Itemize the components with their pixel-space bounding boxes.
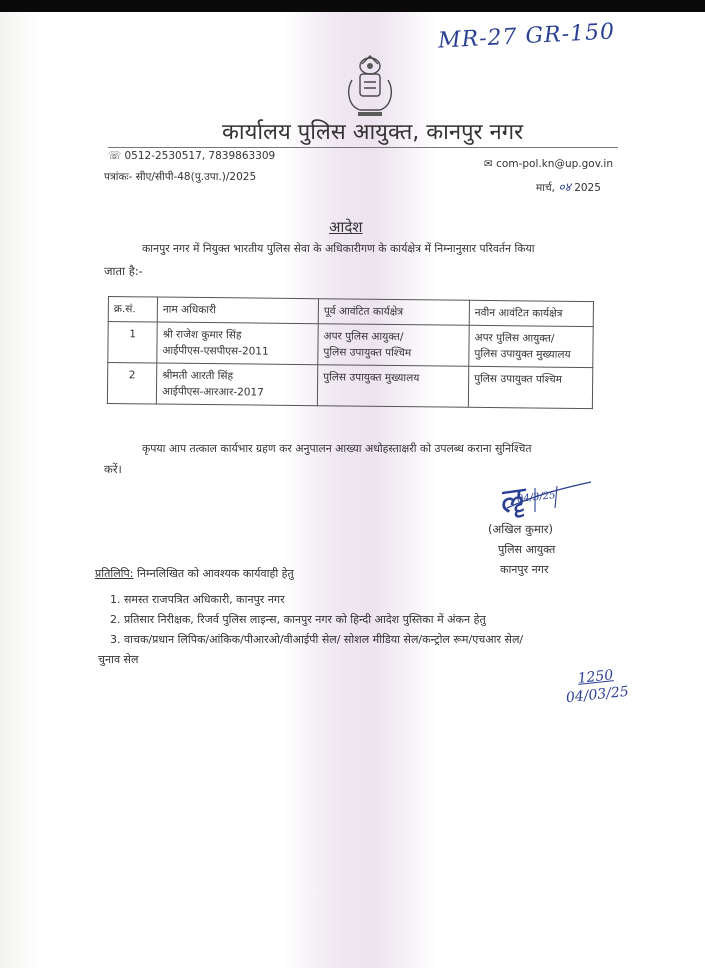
new-area-line-1: पुलिस उपायुक्त पश्चिम (474, 372, 563, 386)
transfer-table (107, 296, 594, 409)
intro-line-1: कानपुर नगर में नियुक्त भारतीय पुलिस सेवा के अधिकारीगण के कार्यक्षेत्र में निम्नानुसार परिवर्तन किया (142, 242, 535, 255)
email-row (484, 158, 613, 170)
list-item (110, 590, 523, 610)
closing-line-2: करें। (104, 462, 122, 476)
letter-number: पत्रांकः- सीए/सीपी-48(पु.उपा.)/2025 (104, 171, 257, 183)
cc-item-number: 2. (110, 613, 121, 626)
handwritten-reference: MR-27 GR-150 (437, 19, 616, 54)
mail-icon: ✉ (484, 158, 493, 170)
row-serial: 2 (107, 363, 156, 405)
cc-list (110, 590, 523, 650)
new-area-line-2: पुलिस उपायुक्त मुख्यालय (474, 347, 571, 361)
letter-date (536, 178, 601, 195)
phone-row (108, 150, 275, 162)
cc-item-number: 3. (110, 633, 121, 646)
officer-service: आईपीएस-एसपीएस-2011 (162, 344, 269, 358)
col-header-previous-area: पूर्व आवंटित कार्यक्षेत्र (318, 299, 469, 326)
header-divider (108, 147, 618, 148)
officer-name: श्रीमती आरती सिंह (162, 369, 234, 383)
previous-area-line-1: अपर पुलिस आयुक्त/ (323, 330, 404, 344)
row-new-area (469, 325, 593, 367)
date-year: 2025 (574, 182, 601, 194)
closing-line-1: कृपया आप तत्काल कार्यभार ग्रहण कर अनुपालन आख्या अधोहस्ताक्षरी को उपलब्ध कराना सुनिश्चित (142, 442, 532, 455)
cc-text: निम्नलिखित को आवश्यक कार्यवाही हेतु (133, 567, 294, 580)
officer-service: आईपीएस-आरआर-2017 (161, 385, 264, 399)
date-month: मार्च, (536, 182, 556, 194)
email-address: com-pol.kn@up.gov.in (496, 158, 614, 170)
phone-numbers: 0512-2530517, 7839863309 (124, 150, 276, 162)
row-new-area (468, 366, 592, 408)
table-row (107, 363, 592, 409)
signature-mark: ॡ (495, 479, 525, 523)
signature-date-handwritten: 04/3/25 (516, 490, 557, 505)
cc-item-text: वाचक/प्रधान लिपिक/आंकिक/पीआरओ/वीआईपी सेल/ सोशल मीडिया सेल/कन्ट्रोल रूम/एचआर सेल/ (124, 633, 524, 646)
cc-item-text: प्रतिसार निरीक्षक, रिजर्व पुलिस लाइन्स, कानपुर नगर को हिन्दी आदेश पुस्तिका में अंकन हेतु (124, 613, 486, 626)
receipt-number-handwritten: 1250 (576, 667, 615, 687)
handwritten-receipt-note (563, 665, 629, 707)
row-officer (156, 363, 317, 406)
phone-icon: ☏ (108, 150, 122, 162)
intro-line-2: जाता है:- (104, 264, 143, 278)
cc-label: प्रतिलिपि: (95, 567, 134, 580)
new-area-line-1: अपर पुलिस आयुक्त/ (474, 331, 555, 345)
cc-item-3-continuation: चुनाव सेल (98, 653, 139, 666)
police-emblem-icon (338, 50, 402, 120)
table-row (108, 322, 593, 368)
cc-item-number: 1. (110, 593, 121, 606)
document-page (0, 12, 705, 968)
previous-area-line-1: पुलिस उपायुक्त मुख्यालय (323, 371, 420, 385)
list-item (110, 610, 523, 630)
row-serial: 1 (108, 322, 157, 364)
col-header-new-area: नवीन आवंटित कार्यक्षेत्र (469, 300, 593, 326)
date-day-handwritten: ०४ (558, 180, 571, 194)
previous-area-line-2: पुलिस उपायुक्त पश्चिम (323, 346, 412, 360)
cc-heading (95, 566, 294, 581)
col-header-serial: क्र.सं. (108, 297, 157, 323)
receipt-date-handwritten: 04/03/25 (565, 683, 630, 707)
list-item (110, 630, 523, 650)
signatory-place: कानपुर नगर (500, 563, 549, 576)
cc-item-text: समस्त राजपत्रित अधिकारी, कानपुर नगर (124, 593, 285, 606)
officer-name: श्री राजेश कुमार सिंह (162, 328, 242, 342)
row-previous-area (318, 324, 469, 367)
row-officer (157, 322, 318, 365)
col-header-officer-name: नाम अधिकारी (157, 297, 318, 324)
row-previous-area (317, 365, 468, 408)
order-title: आदेश (329, 218, 363, 236)
office-title: कार्यालय पुलिस आयुक्त, कानपुर नगर (222, 120, 524, 145)
signatory-designation: पुलिस आयुक्त (498, 543, 556, 556)
signatory-name: (अखिल कुमार) (488, 522, 553, 536)
top-black-bar (0, 0, 705, 12)
